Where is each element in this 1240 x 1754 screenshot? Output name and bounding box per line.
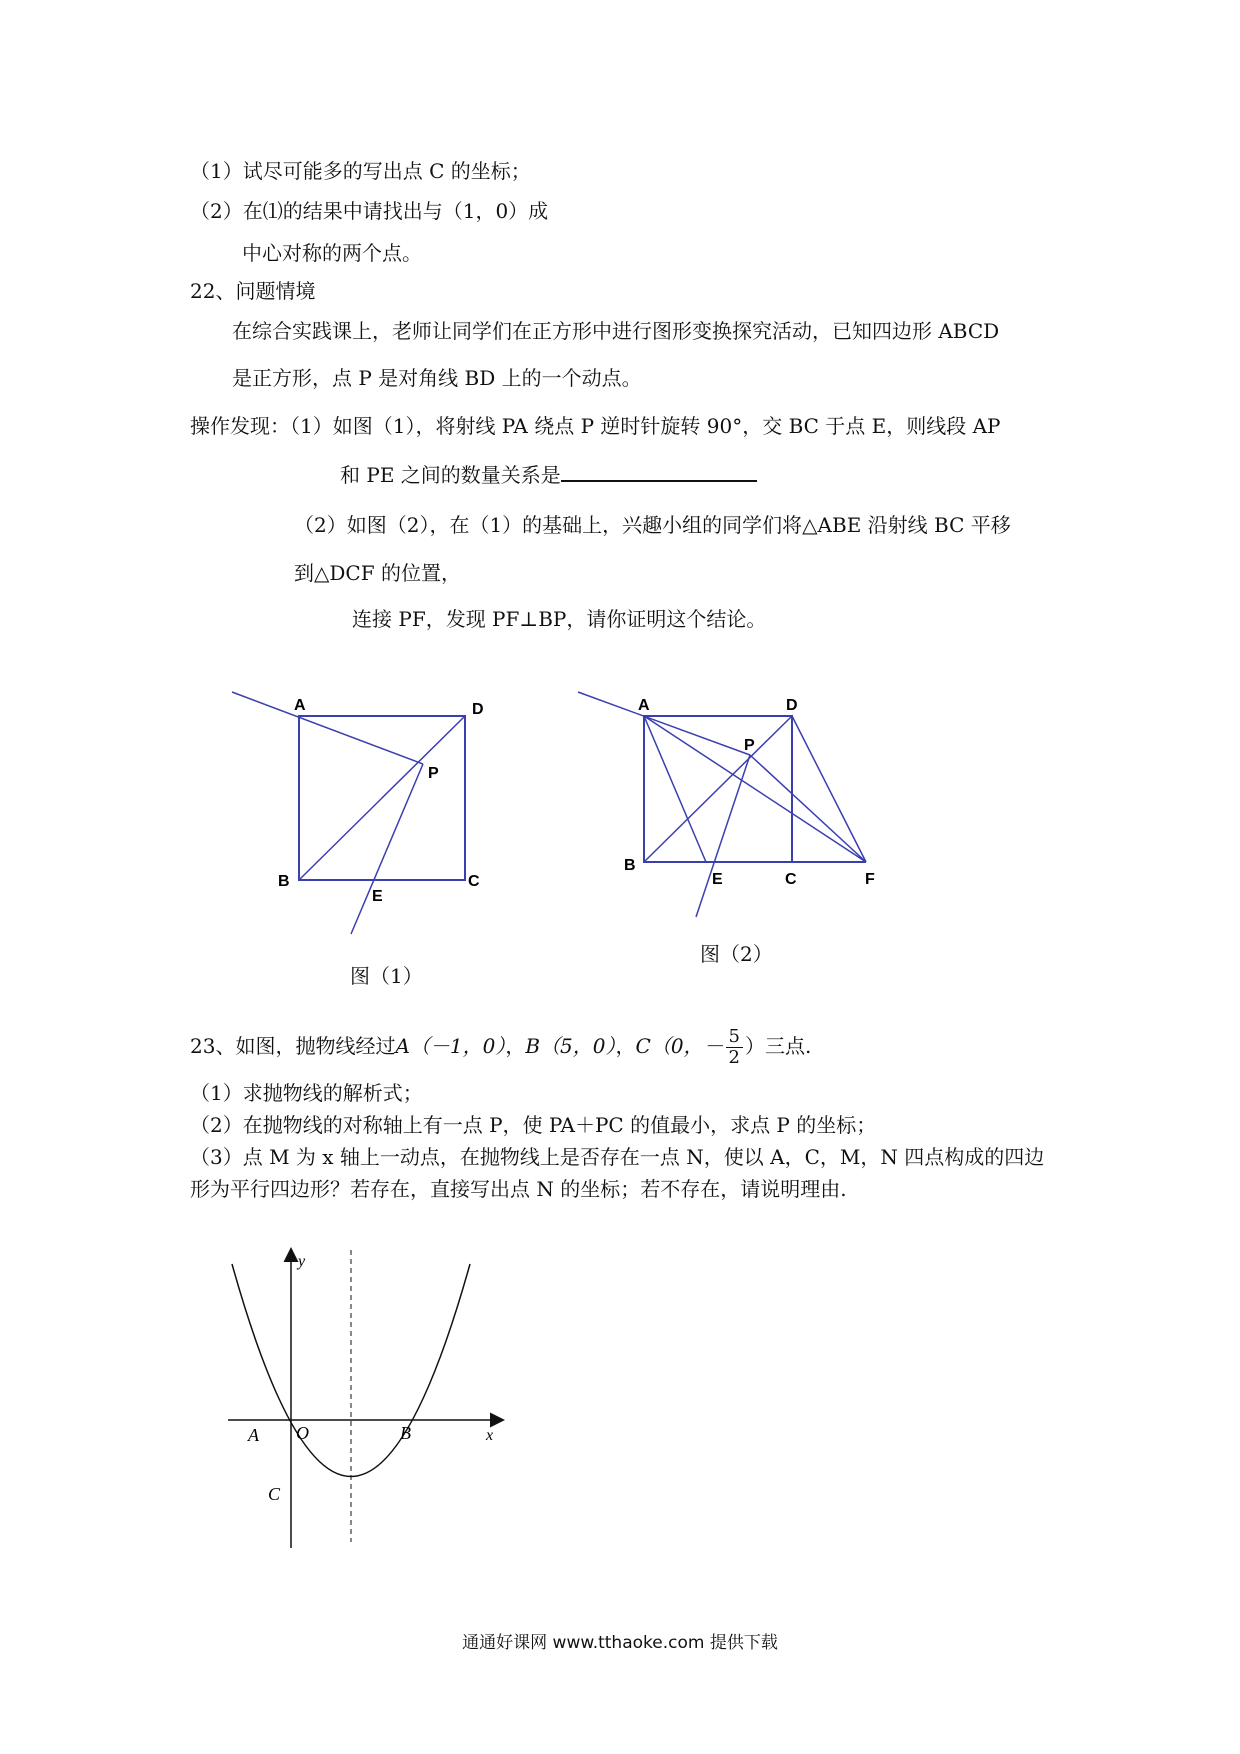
y-axis-label: y (298, 1253, 306, 1270)
q22-op3: 连接 PF，发现 PF⊥BP，请你证明这个结论。 (352, 607, 767, 631)
segment-df (792, 716, 866, 862)
figure-1 (220, 680, 500, 950)
q22-op1-cont (340, 460, 757, 488)
diagonal-bd (299, 716, 465, 880)
footer: 通通好课网 www.tthaoke.com 提供下载 (462, 1633, 778, 1653)
figure-1-caption: 图（1） (350, 964, 423, 988)
q23-point-b: B（5，0） (525, 1034, 616, 1058)
q23-point-a: A（－1，0） (395, 1034, 506, 1058)
label-d: D (786, 697, 798, 714)
q23-stem-post: ）三点. (745, 1034, 812, 1058)
answer-blank (561, 460, 757, 482)
fraction (726, 1027, 743, 1068)
q22-intro-2: 是正方形，点 P 是对角线 BD 上的一个动点。 (232, 366, 642, 390)
q23-part2: （2）在抛物线的对称轴上有一点 P，使 PA＋PC 的值最小，求点 P 的坐标； (190, 1113, 877, 1137)
q22-op1: 操作发现：（1）如图（1），将射线 PA 绕点 P 逆时针旋转 90°，交 BC 于点 E，则线段 AP (190, 414, 1001, 438)
figure-2-caption: 图（2） (700, 942, 773, 966)
q22-intro-1: 在综合实践课上，老师让同学们在正方形中进行图形变换探究活动，已知四边形 ABCD (232, 319, 1000, 343)
label-a: A (248, 1425, 259, 1445)
label-f: F (865, 871, 875, 888)
figure-2 (570, 680, 900, 930)
q23-sep2: ， (615, 1034, 636, 1058)
q23-part3: （3）点 M 为 x 轴上一动点，在抛物线上是否存在一点 N，使以 A，C，M，N 四点构成的四边 (190, 1145, 1045, 1169)
label-d: D (472, 701, 484, 718)
q22-op2: （2）如图（2），在（1）的基础上，兴趣小组的同学们将△ABE 沿射线 BC 平移 (294, 513, 1011, 537)
segment-ae (644, 716, 706, 862)
ray-pe (696, 755, 750, 917)
q23-part1: （1）求抛物线的解析式； (190, 1081, 423, 1105)
q21-part2: （2）在⑴的结果中请找出与（1，0）成 (190, 199, 549, 223)
label-o: O (296, 1423, 309, 1443)
x-axis-label: x (486, 1427, 494, 1444)
q21-part1: （1）试尽可能多的写出点 C 的坐标； (190, 159, 531, 183)
label-c: C (268, 1484, 281, 1504)
q23-stem (190, 1022, 811, 1070)
label-c: C (785, 871, 797, 888)
label-b: B (624, 857, 636, 874)
label-p: P (428, 765, 439, 782)
label-p: P (744, 737, 755, 754)
label-c: C (468, 873, 480, 890)
q23-sep1: ， (505, 1034, 526, 1058)
fraction-numerator: 5 (726, 1027, 743, 1048)
q22-heading: 22、问题情境 (190, 279, 316, 303)
label-b: B (400, 1423, 411, 1443)
ray-pa (232, 692, 423, 764)
label-e: E (712, 871, 723, 888)
q21-part2-cont: 中心对称的两个点。 (242, 241, 422, 265)
ray-pa (578, 692, 750, 755)
q22-op1-cont-text: 和 PE 之间的数量关系是 (340, 463, 561, 487)
diagonal-af (644, 716, 866, 862)
parabola-graph (220, 1240, 520, 1560)
q22-op2-cont: 到△DCF 的位置， (294, 561, 461, 585)
fraction-denominator: 2 (728, 1047, 740, 1068)
label-b: B (278, 873, 290, 890)
q23-part3-cont: 形为平行四边形？若存在，直接写出点 N 的坐标；若不存在，请说明理由. (190, 1177, 847, 1201)
diagonal-bd (644, 716, 792, 862)
q23-stem-pre: 23、如图，抛物线经过 (190, 1034, 396, 1058)
ray-pe (351, 764, 423, 934)
label-a: A (294, 697, 306, 714)
label-e: E (372, 888, 383, 905)
segment-pf (750, 755, 866, 862)
q23-point-c: C（0，－ (635, 1034, 724, 1058)
label-a: A (638, 697, 650, 714)
